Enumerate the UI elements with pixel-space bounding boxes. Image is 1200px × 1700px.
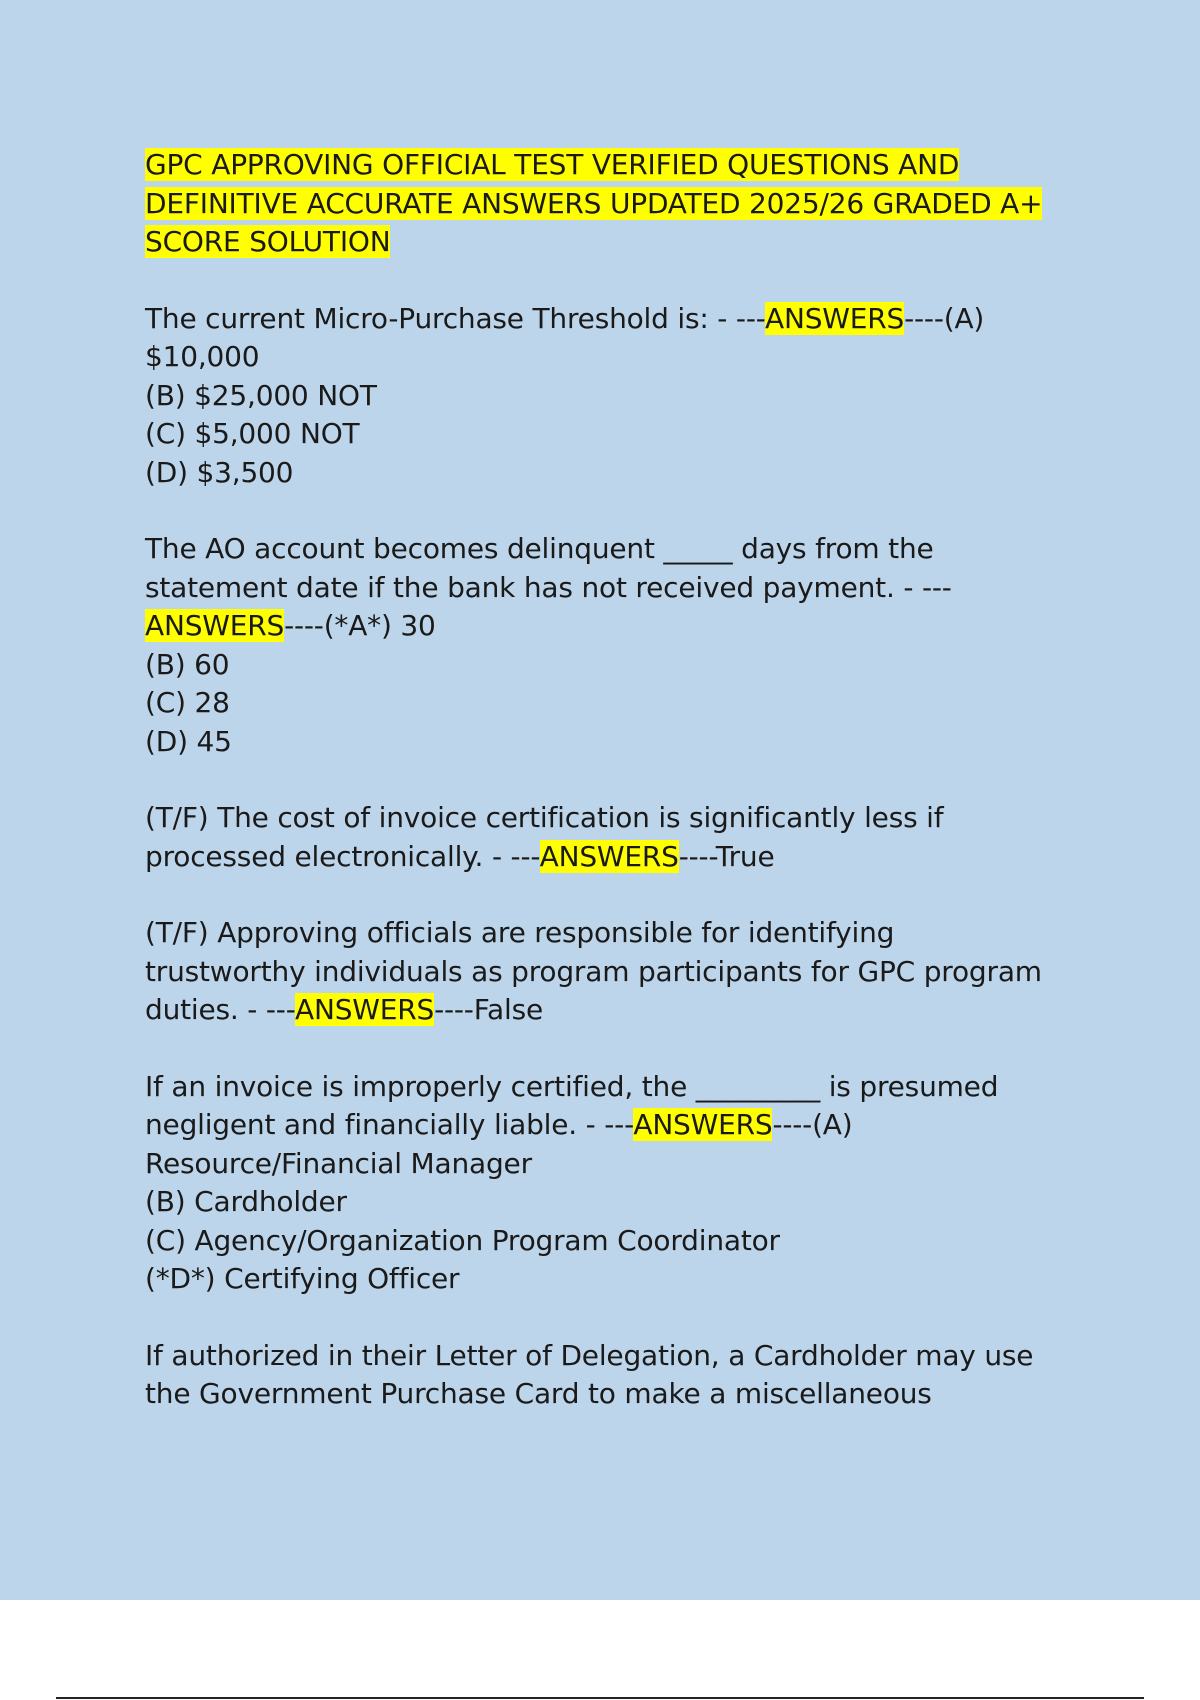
question-text: If an invoice is improperly certified, the _________ is presumed (145, 1069, 999, 1103)
question-text: If authorized in their Letter of Delegation, a Cardholder may use (145, 1338, 1034, 1372)
question-3 (145, 799, 1095, 876)
option-line: (B) 60 (145, 647, 230, 681)
answers-highlight: ANSWERS (633, 1108, 773, 1141)
question-text: negligent and financially liable. - --- (145, 1108, 634, 1141)
answer-text: ----True (678, 839, 775, 873)
answer-text: ----(*A*) 30 (284, 609, 436, 642)
option-line: (B) $25,000 NOT (145, 378, 377, 412)
question-4 (145, 914, 1095, 1030)
question-text: trustworthy individuals as program participants for GPC program (145, 954, 1042, 988)
answers-highlight: ANSWERS (295, 993, 435, 1026)
document-title (145, 146, 1095, 262)
question-text: The AO account becomes delinquent _____ days from the (145, 532, 934, 565)
answers-highlight: ANSWERS (539, 839, 679, 873)
option-line: (C) Agency/Organization Program Coordinator (145, 1223, 780, 1257)
option-line: (B) Cardholder (145, 1185, 347, 1218)
option-line: Resource/Financial Manager (145, 1146, 532, 1180)
question-text: The current Micro-Purchase Threshold is: - --- (145, 301, 766, 335)
answer-text: ----(A) (904, 301, 985, 335)
answers-highlight: ANSWERS (145, 609, 285, 642)
question-6 (145, 1337, 1095, 1414)
question-text: the Government Purchase Card to make a miscellaneous (145, 1377, 932, 1410)
title-line-2: DEFINITIVE ACCURATE ANSWERS UPDATED 2025/26 GRADED A+ (145, 186, 1043, 220)
answers-highlight: ANSWERS (765, 301, 905, 335)
option-line: (*D*) Certifying Officer (145, 1262, 460, 1295)
question-text: (T/F) Approving officials are responsible for identifying (145, 916, 895, 949)
question-5 (145, 1068, 1095, 1299)
option-line: (C) $5,000 NOT (145, 417, 360, 450)
option-line: (D) $3,500 (145, 455, 294, 489)
option-line: (C) 28 (145, 686, 230, 719)
title-line-1: GPC APPROVING OFFICIAL TEST VERIFIED QUESTIONS AND (145, 148, 960, 181)
document-content (145, 146, 1095, 1452)
question-text: (T/F) The cost of invoice certification is significantly less if (145, 801, 944, 834)
question-text: processed electronically. - --- (145, 839, 540, 873)
option-line: (D) 45 (145, 724, 232, 758)
question-2 (145, 530, 1095, 761)
title-line-3: SCORE SOLUTION (145, 225, 391, 258)
question-text: statement date if the bank has not received payment. - --- (145, 570, 952, 604)
question-1 (145, 300, 1095, 493)
answer-text: ----(A) (772, 1108, 853, 1141)
footer-divider (56, 1697, 1144, 1699)
answer-text: ----False (434, 993, 543, 1026)
question-text: duties. - --- (145, 993, 295, 1026)
option-line: $10,000 (145, 340, 260, 373)
